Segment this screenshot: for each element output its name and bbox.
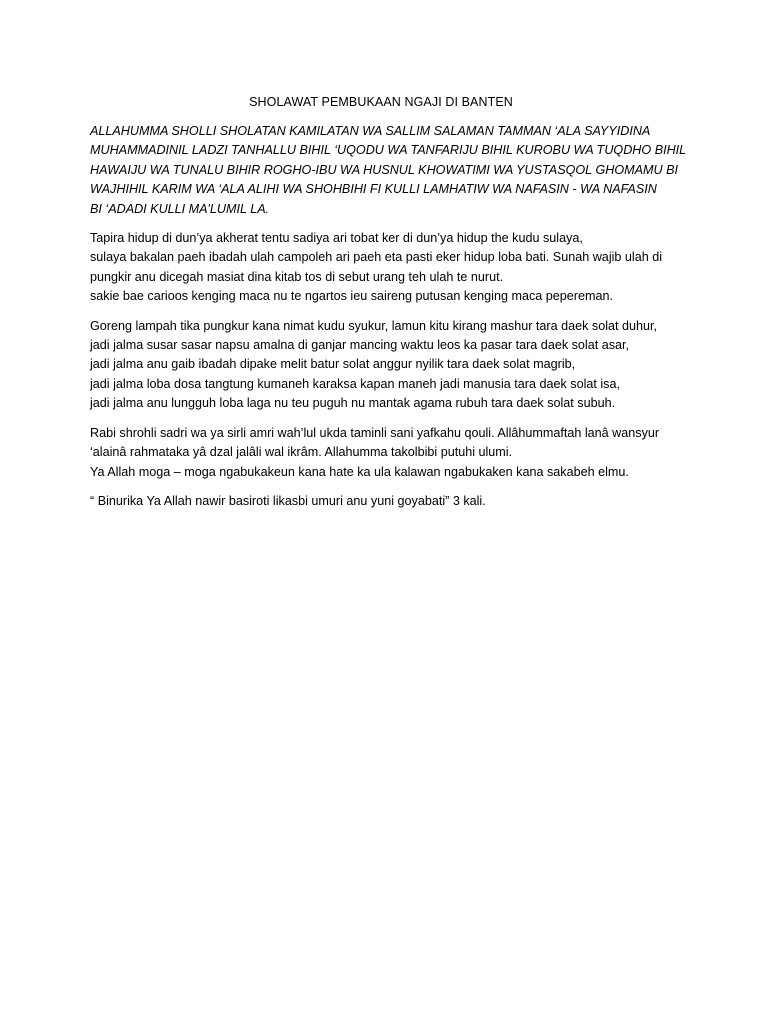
paragraph-line: sakie bae carioos kenging maca nu te ngartos ieu saireng putusan kenging maca pepereman. xyxy=(90,289,613,304)
paragraph-line: jadi jalma anu gaib ibadah dipake melit batur solat anggur nyilik tara daek solat magrib, xyxy=(90,357,576,372)
paragraph-line: Tapira hidup di dun’ya akherat tentu sadiya ari tobat ker di dun’ya hidup the kudu sulaya, xyxy=(90,231,583,246)
paragraph-line: Goreng lampah tika pungkur kana nimat kudu syukur, lamun kitu kirang mashur tara daek solat duhur, xyxy=(90,318,658,333)
prayer-line: WAJHIHIL KARIM WA ‘ALA ALIHI WA SHOHBIHI FI KULLI LAMHATIW WA NAFASIN - WA NAFASIN xyxy=(90,182,657,197)
paragraph-line: jadi jalma anu lungguh loba laga nu teu puguh nu mantak agama rubuh tara daek solat subuh. xyxy=(90,396,616,411)
paragraph-line: sulaya bakalan paeh ibadah ulah campoleh ari paeh eta pasti eker hidup loba bati. Sunah wajib ulah di xyxy=(90,250,663,265)
paragraph-line: Rabi shrohli sadri wa ya sirli amri wah’lul ukda taminli sani yafkahu qouli. Allâhummaftah lanâ wansyur xyxy=(90,425,660,440)
paragraph-tapira xyxy=(90,229,672,307)
prayer-line: HAWAIJU WA TUNALU BIHIR ROGHO-IBU WA HUSNUL KHOWATIMI WA YUSTASQOL GHOMAMU BI xyxy=(90,162,679,177)
closing-paragraph xyxy=(90,492,672,511)
paragraph-line: jadi jalma loba dosa tangtung kumaneh karaksa kapan maneh jadi manusia tara daek solat isa, xyxy=(90,376,620,391)
prayer-line: BI ‘ADADI KULLI MA’LUMIL LA. xyxy=(90,201,270,216)
prayer-paragraph xyxy=(90,122,687,219)
paragraph-line: pungkir anu dicegah masiat dina kitab tos di sebut urang teh ulah te nurut. xyxy=(90,269,504,284)
paragraph-line: jadi jalma susar sasar napsu amalna di ganjar mancing waktu leos ka pasar tara daek solat asar, xyxy=(90,338,630,353)
paragraph-line: ‘alainâ rahmataka yâ dzal jalâli wal ikrâm. Allahumma takolbibi putuhi ulumi. xyxy=(90,445,513,460)
closing-line: “ Binurika Ya Allah nawir basiroti likasbi umuri anu yuni goyabati” 3 kali. xyxy=(90,493,486,508)
paragraph-line: Ya Allah moga – moga ngabukakeun kana hate ka ula kalawan ngabukaken kana sakabeh elmu. xyxy=(90,464,629,479)
prayer-line: ALLAHUMMA SHOLLI SHOLATAN KAMILATAN WA SALLIM SALAMAN TAMMAN ‘ALA SAYYIDINA xyxy=(90,124,651,138)
document-title: SHOLAWAT PEMBUKAAN NGAJI DI BANTEN xyxy=(249,95,513,109)
paragraph-goreng-lampah xyxy=(90,317,672,414)
paragraph-rabi-shrohli xyxy=(90,424,672,482)
prayer-line: MUHAMMADINIL LADZI TANHALLU BIHIL ‘UQODU WA TANFARIJU BIHIL KUROBU WA TUQDHO BIHIL xyxy=(90,143,687,158)
